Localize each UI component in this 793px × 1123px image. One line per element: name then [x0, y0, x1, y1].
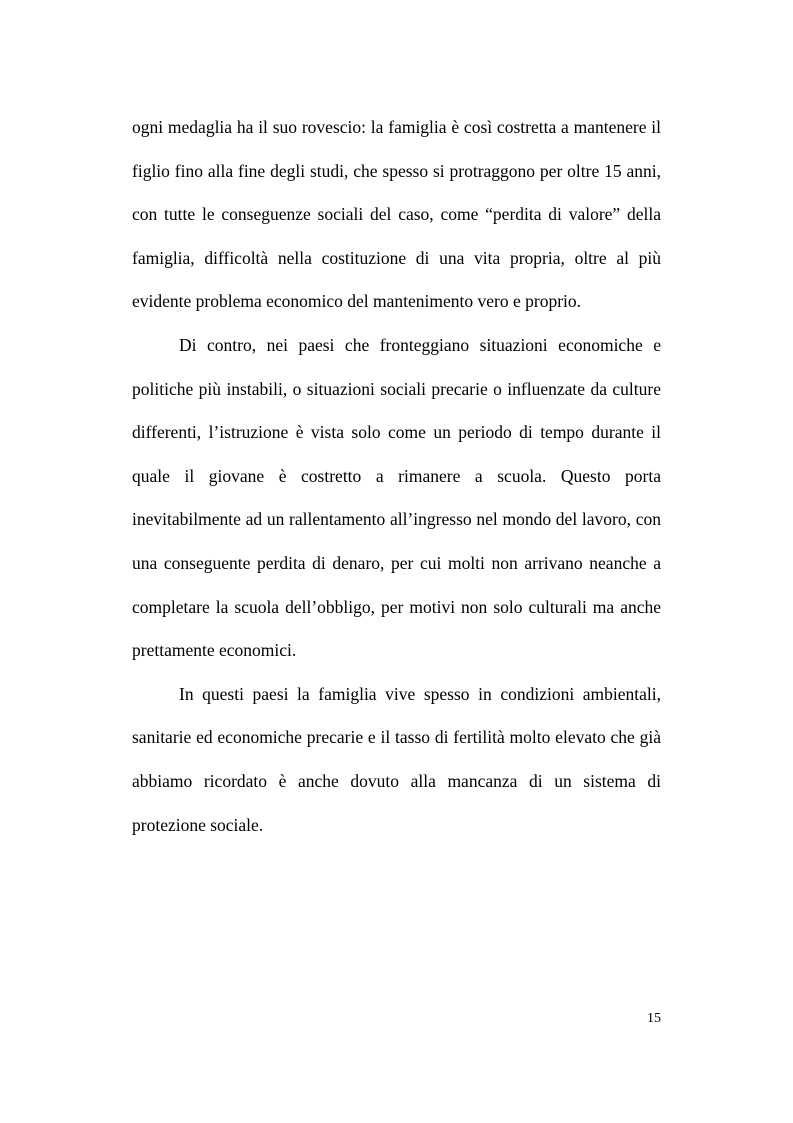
paragraph-3: In questi paesi la famiglia vive spesso in condizioni ambientali, sanitarie ed economiche precarie e il tasso di fertilità molto elevato che già abbiamo ricordato è anche dovuto alla mancanza di un sistema di protezione sociale. [132, 683, 661, 835]
paragraph-2: Di contro, nei paesi che fronteggiano situazioni economiche e politiche più instabili, o situazioni sociali precarie o influenzate da culture differenti, l’istruzione è vista solo come un periodo di tempo durante il quale il giovane è costretto a rimanere a scuola. Questo porta inevitabilmente ad un rallentamento all’ingresso nel mondo del lavoro, con una conseguente perdita di denaro, per cui molti non arrivano neanche a completare la scuola dell’obbligo, per motivi non solo culturali ma anche prettamente economici. [132, 334, 661, 661]
page-number: 15 [647, 1011, 661, 1026]
paragraph-1: ogni medaglia ha il suo rovescio: la famiglia è così costretta a mantenere il figlio fino alla fine degli studi, che spesso si protraggono per oltre 15 anni, con tutte le conseguenze sociali del caso, come “perdita di valore” della famiglia, difficoltà nella costituzione di una vita propria, oltre al più evidente problema economico del mantenimento vero e proprio. [132, 117, 661, 312]
body-text [132, 106, 661, 847]
